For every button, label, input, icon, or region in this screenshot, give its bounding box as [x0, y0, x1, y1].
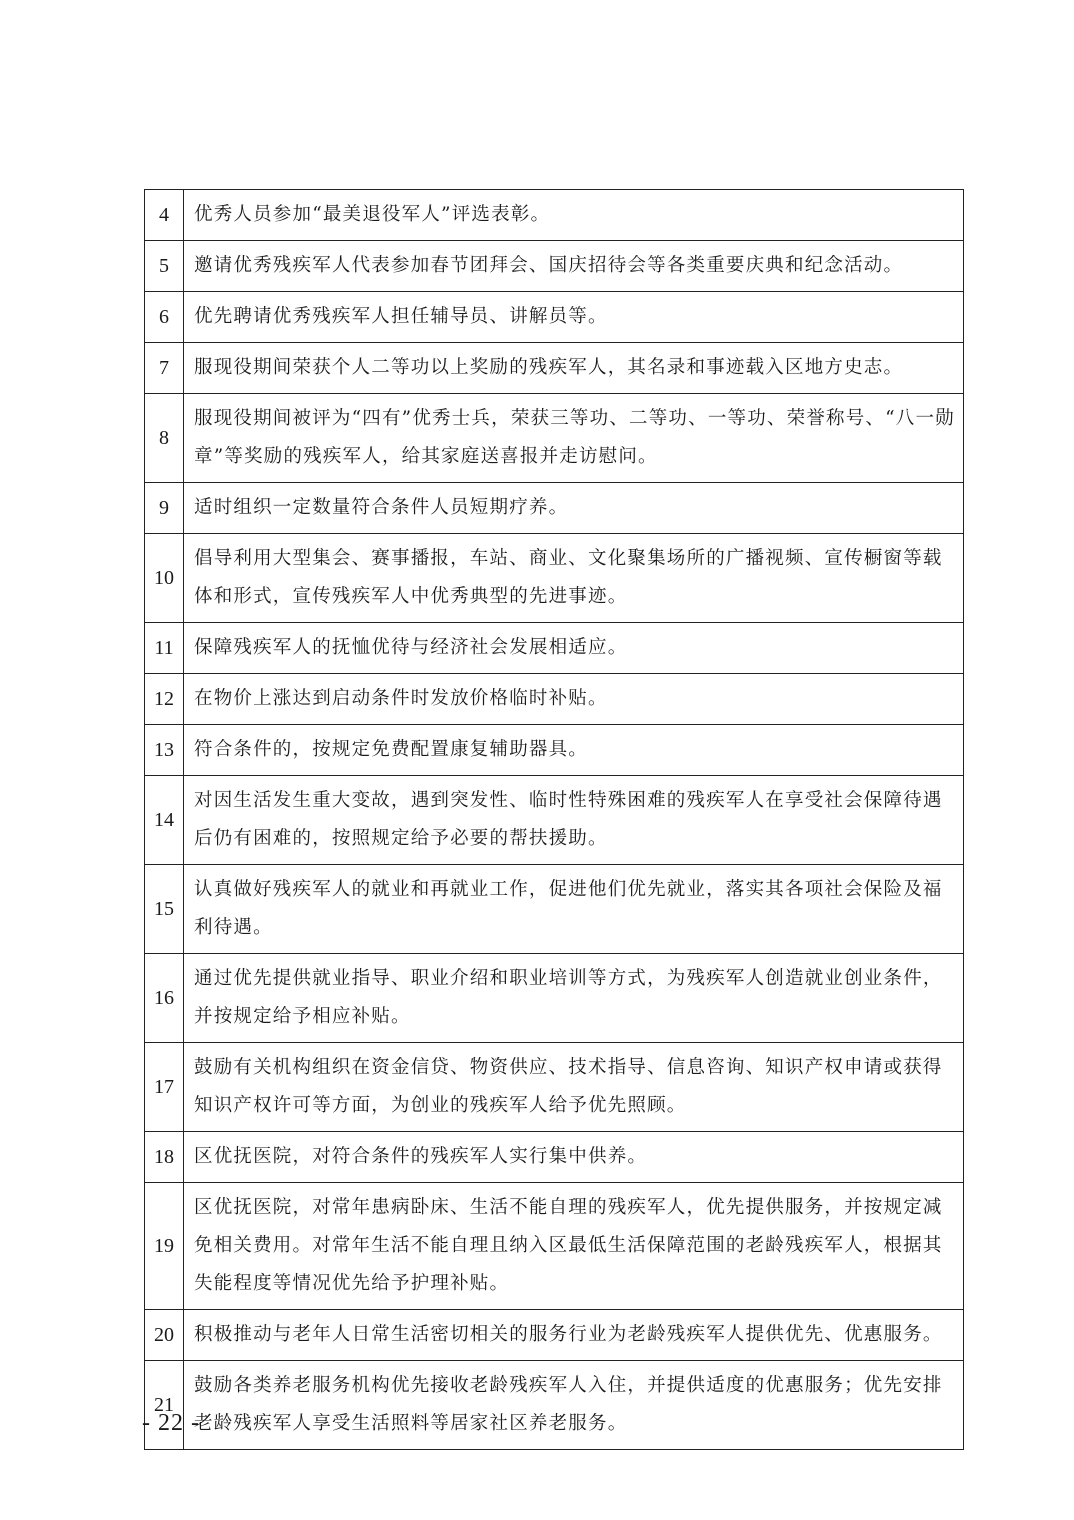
row-number: 14 — [145, 776, 184, 865]
row-text: 鼓励有关机构组织在资金信贷、物资供应、技术指导、信息咨询、知识产权申请或获得知识产权许可等方面，为创业的残疾军人给予优先照顾。 — [184, 1043, 964, 1132]
table-row — [145, 954, 964, 1043]
table-row — [145, 674, 964, 725]
row-number: 11 — [145, 623, 184, 674]
row-number: 9 — [145, 483, 184, 534]
table-row — [145, 725, 964, 776]
row-number: 6 — [145, 292, 184, 343]
row-text: 区优抚医院，对常年患病卧床、生活不能自理的残疾军人，优先提供服务，并按规定减免相关费用。对常年生活不能自理且纳入区最低生活保障范围的老龄残疾军人，根据其失能程度等情况优先给予护理补贴。 — [184, 1183, 964, 1310]
policy-table — [144, 189, 964, 1450]
row-number: 20 — [145, 1310, 184, 1361]
row-text: 在物价上涨达到启动条件时发放价格临时补贴。 — [184, 674, 964, 725]
row-text: 保障残疾军人的抚恤优待与经济社会发展相适应。 — [184, 623, 964, 674]
table-row — [145, 1043, 964, 1132]
row-text: 优先聘请优秀残疾军人担任辅导员、讲解员等。 — [184, 292, 964, 343]
row-number: 17 — [145, 1043, 184, 1132]
row-text: 倡导利用大型集会、赛事播报，车站、商业、文化聚集场所的广播视频、宣传橱窗等载体和形式，宣传残疾军人中优秀典型的先进事迹。 — [184, 534, 964, 623]
row-text: 对因生活发生重大变故，遇到突发性、临时性特殊困难的残疾军人在享受社会保障待遇后仍有困难的，按照规定给予必要的帮扶援助。 — [184, 776, 964, 865]
row-number: 12 — [145, 674, 184, 725]
row-number: 18 — [145, 1132, 184, 1183]
row-number: 4 — [145, 190, 184, 241]
row-number: 21 — [145, 1361, 184, 1450]
row-text: 优秀人员参加“最美退役军人”评选表彰。 — [184, 190, 964, 241]
row-number: 10 — [145, 534, 184, 623]
row-text: 鼓励各类养老服务机构优先接收老龄残疾军人入住，并提供适度的优惠服务；优先安排老龄残疾军人享受生活照料等居家社区养老服务。 — [184, 1361, 964, 1450]
table-row — [145, 394, 964, 483]
row-number: 16 — [145, 954, 184, 1043]
row-number: 8 — [145, 394, 184, 483]
row-text: 邀请优秀残疾军人代表参加春节团拜会、国庆招待会等各类重要庆典和纪念活动。 — [184, 241, 964, 292]
row-number: 5 — [145, 241, 184, 292]
table-row — [145, 1310, 964, 1361]
row-number: 7 — [145, 343, 184, 394]
page-number: - 22 - — [142, 1410, 200, 1436]
row-text: 积极推动与老年人日常生活密切相关的服务行业为老龄残疾军人提供优先、优惠服务。 — [184, 1310, 964, 1361]
row-text: 服现役期间被评为“四有”优秀士兵，荣获三等功、二等功、一等功、荣誉称号、“八一勋章”等奖励的残疾军人，给其家庭送喜报并走访慰问。 — [184, 394, 964, 483]
row-text: 适时组织一定数量符合条件人员短期疗养。 — [184, 483, 964, 534]
table-row — [145, 241, 964, 292]
table-row — [145, 483, 964, 534]
table-row — [145, 190, 964, 241]
table-row — [145, 623, 964, 674]
table-row — [145, 292, 964, 343]
table-row — [145, 1132, 964, 1183]
table-row — [145, 534, 964, 623]
row-number: 15 — [145, 865, 184, 954]
table-row — [145, 865, 964, 954]
row-text: 认真做好残疾军人的就业和再就业工作，促进他们优先就业，落实其各项社会保险及福利待遇。 — [184, 865, 964, 954]
table-body — [145, 190, 964, 1450]
row-text: 符合条件的，按规定免费配置康复辅助器具。 — [184, 725, 964, 776]
row-number: 19 — [145, 1183, 184, 1310]
table-row — [145, 343, 964, 394]
table-row — [145, 1361, 964, 1450]
row-text: 区优抚医院，对符合条件的残疾军人实行集中供养。 — [184, 1132, 964, 1183]
row-text: 通过优先提供就业指导、职业介绍和职业培训等方式，为残疾军人创造就业创业条件，并按规定给予相应补贴。 — [184, 954, 964, 1043]
table-row — [145, 1183, 964, 1310]
table-row — [145, 776, 964, 865]
row-number: 13 — [145, 725, 184, 776]
row-text: 服现役期间荣获个人二等功以上奖励的残疾军人，其名录和事迹载入区地方史志。 — [184, 343, 964, 394]
